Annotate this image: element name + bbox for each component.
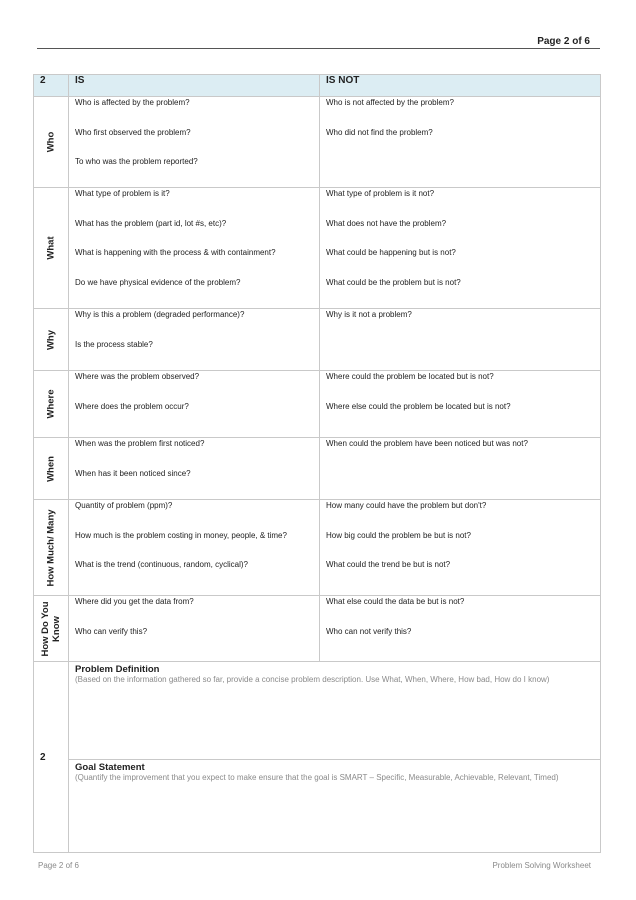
row-where	[34, 371, 601, 438]
where-is-not-cell[interactable]	[320, 371, 601, 438]
row-label-who: Who	[34, 97, 69, 188]
question: What could the trend be but is not?	[326, 560, 451, 569]
definition-step-number: 2	[34, 662, 69, 853]
what-is-cell[interactable]	[69, 188, 320, 309]
question: Who is affected by the problem?	[75, 98, 190, 107]
row-who	[34, 97, 601, 188]
row-how-do-you-know	[34, 596, 601, 662]
question: What else could the data be but is not?	[326, 597, 465, 606]
question: Who is not affected by the problem?	[326, 98, 454, 107]
question: Where does the problem occur?	[75, 401, 189, 411]
where-is-cell[interactable]	[69, 371, 320, 438]
column-header-is: IS	[69, 75, 320, 97]
page-indicator: Page 2 of 6	[537, 36, 590, 47]
question: What is happening with the process & with containment?	[75, 248, 276, 257]
problem-definition-field[interactable]	[69, 662, 601, 760]
row-why	[34, 309, 601, 371]
question: What could be the problem but is not?	[326, 277, 461, 287]
question: How big could the problem be but is not?	[326, 530, 471, 540]
column-header-is-not: IS NOT	[320, 75, 601, 97]
how-much-is-cell[interactable]	[69, 500, 320, 596]
question: Why is this a problem (degraded performance)?	[75, 310, 245, 319]
question: Where else could the problem be located but is not?	[326, 401, 511, 411]
how-know-is-cell[interactable]	[69, 596, 320, 662]
problem-definition-hint: (Based on the information gathered so far, provide a concise problem description. Use What, When, Where, How bad, How do I know)	[75, 675, 550, 684]
question: What has the problem (part id, lot #s, etc)?	[75, 218, 227, 228]
when-is-not-cell[interactable]	[320, 438, 601, 500]
row-label-where: Where	[34, 371, 69, 438]
row-label-how-much-many: How Much/ Many	[34, 500, 69, 596]
row-how-much-many	[34, 500, 601, 596]
question: Who can verify this?	[75, 626, 148, 636]
how-much-is-not-cell[interactable]	[320, 500, 601, 596]
question: Who did not find the problem?	[326, 127, 433, 137]
question: Who can not verify this?	[326, 626, 412, 636]
goal-statement-title: Goal Statement	[75, 762, 145, 773]
question: What could be happening but is not?	[326, 248, 456, 257]
footer-page-number: Page 2 of 6	[38, 861, 79, 870]
question: How much is the problem costing in money, people, & time?	[75, 530, 287, 540]
question: How many could have the problem but don't?	[326, 501, 487, 510]
question: What is the trend (continuous, random, cyclical)?	[75, 560, 248, 569]
question: Who first observed the problem?	[75, 127, 191, 137]
question: Why is it not a problem?	[326, 310, 412, 319]
row-label-how-do-you-know: How Do You Know	[34, 596, 69, 662]
problem-definition-title: Problem Definition	[75, 664, 160, 675]
step-number: 2	[34, 75, 69, 97]
who-is-not-cell[interactable]	[320, 97, 601, 188]
question: Where could the problem be located but is not?	[326, 372, 494, 381]
who-is-cell[interactable]	[69, 97, 320, 188]
question: What type of problem is it not?	[326, 189, 435, 198]
how-know-is-not-cell[interactable]	[320, 596, 601, 662]
row-label-what: What	[34, 188, 69, 309]
row-problem-definition	[34, 662, 601, 760]
why-is-not-cell[interactable]	[320, 309, 601, 371]
goal-statement-hint: (Quantify the improvement that you expect to make ensure that the goal is SMART – Specific, Measurable, Achievable, Relevant, Timed)	[75, 773, 559, 782]
goal-statement-field[interactable]	[69, 760, 601, 853]
when-is-cell[interactable]	[69, 438, 320, 500]
question: When has it been noticed since?	[75, 468, 191, 478]
question: What type of problem is it?	[75, 189, 170, 198]
question: Is the process stable?	[75, 339, 153, 349]
question: Quantity of problem (ppm)?	[75, 501, 173, 510]
row-goal-statement	[34, 760, 601, 853]
why-is-cell[interactable]	[69, 309, 320, 371]
row-what	[34, 188, 601, 309]
question: Where was the problem observed?	[75, 372, 200, 381]
page-header	[37, 36, 600, 49]
row-label-when: When	[34, 438, 69, 500]
question: What does not have the problem?	[326, 218, 447, 228]
row-label-why: Why	[34, 309, 69, 371]
question: Where did you get the data from?	[75, 597, 194, 606]
row-when	[34, 438, 601, 500]
question: When could the problem have been noticed but was not?	[326, 439, 528, 448]
what-is-not-cell[interactable]	[320, 188, 601, 309]
table-header-row	[34, 75, 601, 97]
question: Do we have physical evidence of the problem?	[75, 277, 241, 287]
question: To who was the problem reported?	[75, 157, 198, 166]
footer-document-title: Problem Solving Worksheet	[492, 861, 591, 870]
is-is-not-table	[33, 74, 601, 853]
question: When was the problem first noticed?	[75, 439, 205, 448]
